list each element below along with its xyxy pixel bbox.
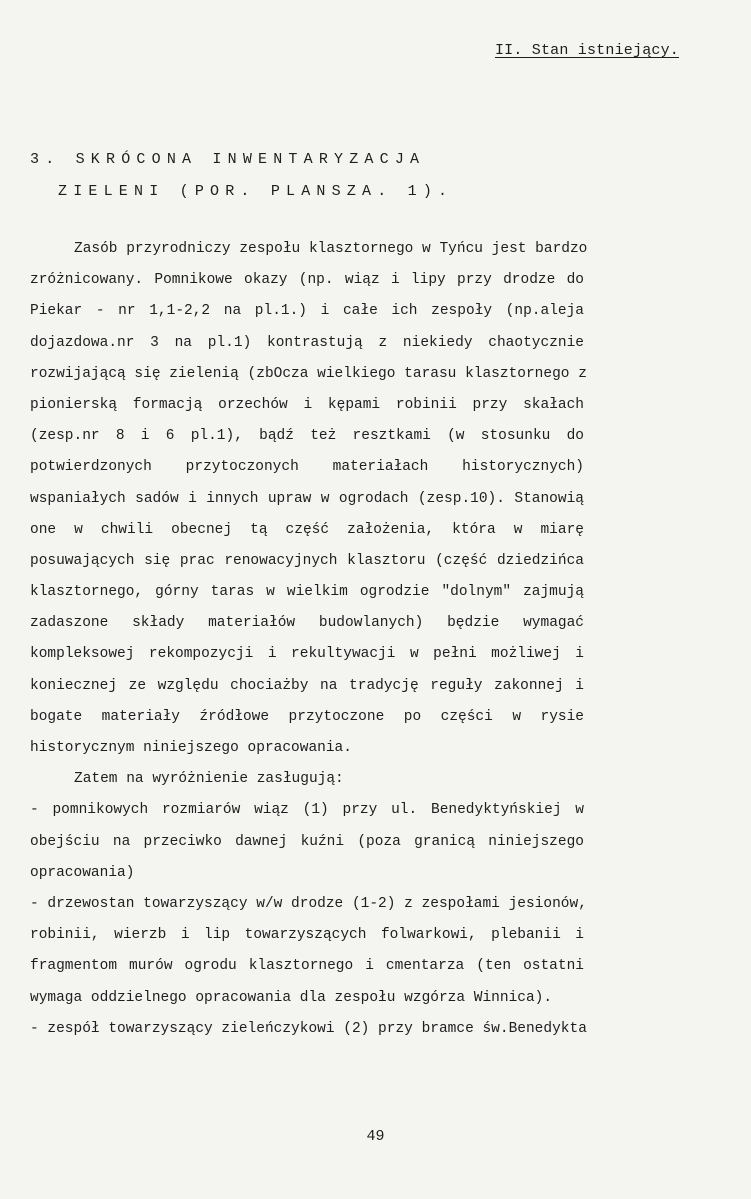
text-line: - drzewostan towarzyszący w/w drodze (1-2) z zespołami jesionów, [30,895,587,912]
text-line: fragmentom murów ogrodu klasztornego i cmentarza (ten ostatni [30,958,584,975]
text-line: zadaszone składy materiałów budowlanych) będzie wymagać [30,615,584,632]
text-line: historycznym niniejszego opracowania. [30,740,352,756]
text-line: kompleksowej rekompozycji i rekultywacji w pełni możliwej i [30,646,584,663]
text-line: Zasób przyrodniczy zespołu klasztornego w Tyńcu jest bardzo [74,241,588,257]
body-text [30,234,588,1045]
text-line: pionierską formacją orzechów i kępami robinii przy skałach [30,396,584,413]
text-line: opracowania) [30,864,135,881]
heading-line-1: 3. SKRÓCONA INWENTARYZACJA [30,151,426,168]
list-item [30,1014,587,1045]
text-line: Piekar - nr 1,1-2,2 na pl.1.) i całe ich zespoły (np.aleja [30,303,584,320]
text-line: potwierdzonych przytoczonych materiałach historycznych) [30,459,584,476]
text-line: obejściu na przeciwko dawnej kuźni (poza granicą niniejszego [30,833,584,850]
heading-line-2: ZIELENI (POR. PLANSZA. 1). [58,183,454,200]
text-line: - pomnikowych rozmiarów wiąz (1) przy ul. Benedyktyńskiej w [30,802,584,819]
text-line: wspaniałych sadów i innych upraw w ogrodach (zesp.10). Stanowią [30,490,584,507]
text-line: dojazdowa.nr 3 na pl.1) kontrastują z niekiedy chaotycznie [30,334,584,351]
text-line: zróżnicowany. Pomnikowe okazy (np. wiąz i lipy przy drodze do [30,272,584,289]
text-line: bogate materiały źródłowe przytoczone po części w rysie [30,708,584,725]
paragraph-intro [30,234,588,764]
text-line: Zatem na wyróżnienie zasługują: [74,771,344,788]
section-heading [30,144,453,208]
text-line: rozwijającą się zielenią (zbOcza wielkiego tarasu klasztornego z [30,365,587,382]
text-line: one w chwili obecnej tą część założenia, która w miarę [30,521,584,538]
list-item [30,889,587,1014]
list-item [30,795,584,889]
page-number: 49 [366,1128,385,1145]
text-line: koniecznej ze względu chociażby na tradycję reguły zakonnej i [30,677,584,694]
text-line: - zespół towarzyszący zieleńczykowi (2) przy bramce św.Benedykta [30,1020,587,1037]
text-line: robinii, wierzb i lip towarzyszących folwarkowi, plebanii i [30,927,584,944]
paragraph-lead-in [30,764,584,795]
text-line: posuwających się prac renowacyjnych klasztoru (część dziedzińca [30,552,584,569]
section-label: II. Stan istniejący. [494,42,679,59]
text-line: (zesp.nr 8 i 6 pl.1), bądź też resztkami (w stosunku do [30,428,584,445]
text-line: wymaga oddzielnego opracowania dla zespołu wzgórza Winnica). [30,989,553,1006]
text-line: klasztornego, górny taras w wielkim ogrodzie "dolnym" zajmują [30,584,584,601]
